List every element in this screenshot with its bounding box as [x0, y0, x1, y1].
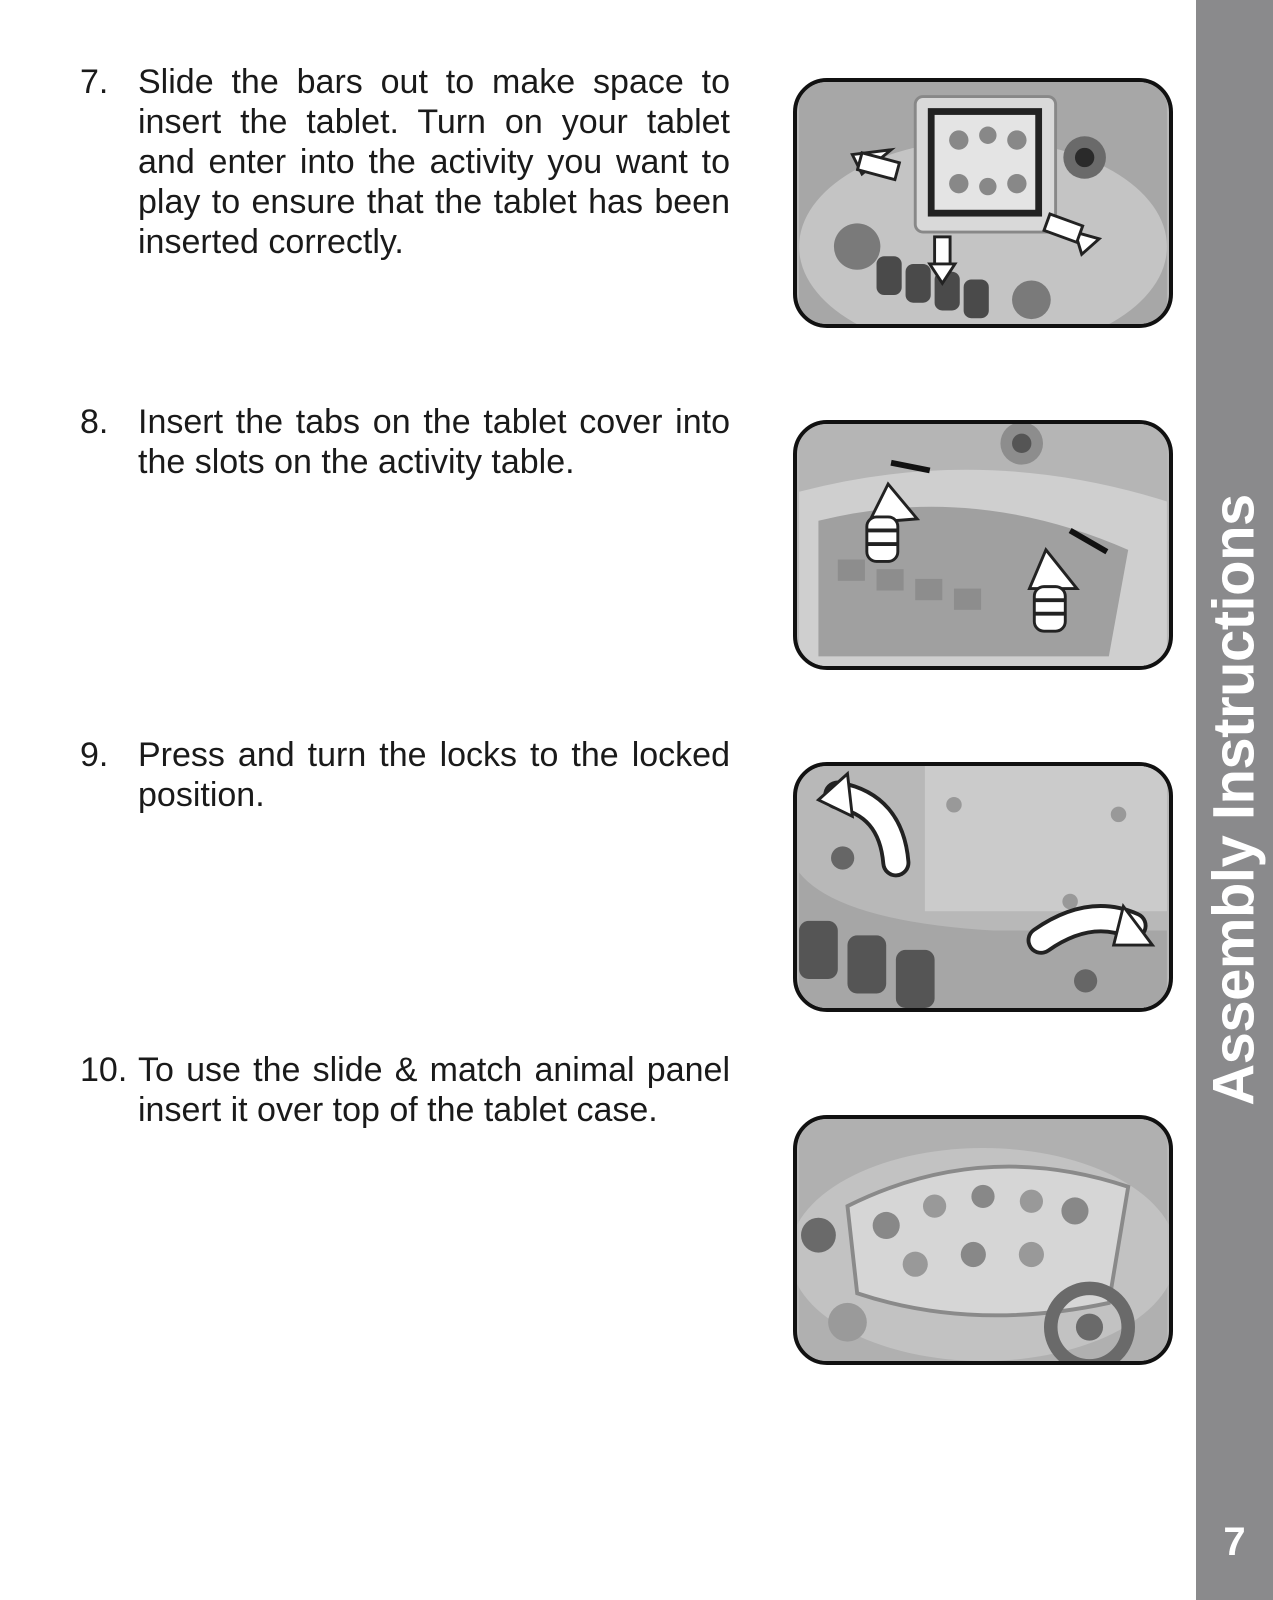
step-text: Press and turn the locks to the locked position. [138, 736, 730, 814]
step-9-illustration [793, 762, 1173, 1012]
step-number: 9. [80, 736, 109, 774]
step-8-illustration [793, 420, 1173, 670]
step-number: 10. [80, 1051, 128, 1089]
step-text: Slide the bars out to make space to insert the tablet. Turn on your tablet and enter into the activity you want to play to ensure that the tablet has been inserted correctly. [138, 63, 730, 261]
step-10 [80, 1050, 730, 1130]
step-7-illustration [793, 78, 1173, 328]
tablet-insert-illustration [797, 82, 1169, 324]
step-8 [80, 402, 730, 482]
step-9 [80, 735, 730, 815]
tab-slot-illustration [797, 424, 1169, 666]
step-number: 8. [80, 403, 109, 441]
page-number: 7 [1223, 1520, 1246, 1564]
step-text: Insert the tabs on the tablet cover into the slots on the activity table. [138, 403, 730, 481]
step-7 [80, 62, 730, 262]
step-text: To use the slide & match animal panel insert it over top of the tablet case. [138, 1051, 730, 1129]
step-number: 7. [80, 63, 109, 101]
section-title: Assembly Instructions [1201, 494, 1267, 1106]
step-10-illustration [793, 1115, 1173, 1365]
lock-turn-illustration [797, 766, 1169, 1008]
animal-panel-illustration [797, 1119, 1169, 1361]
